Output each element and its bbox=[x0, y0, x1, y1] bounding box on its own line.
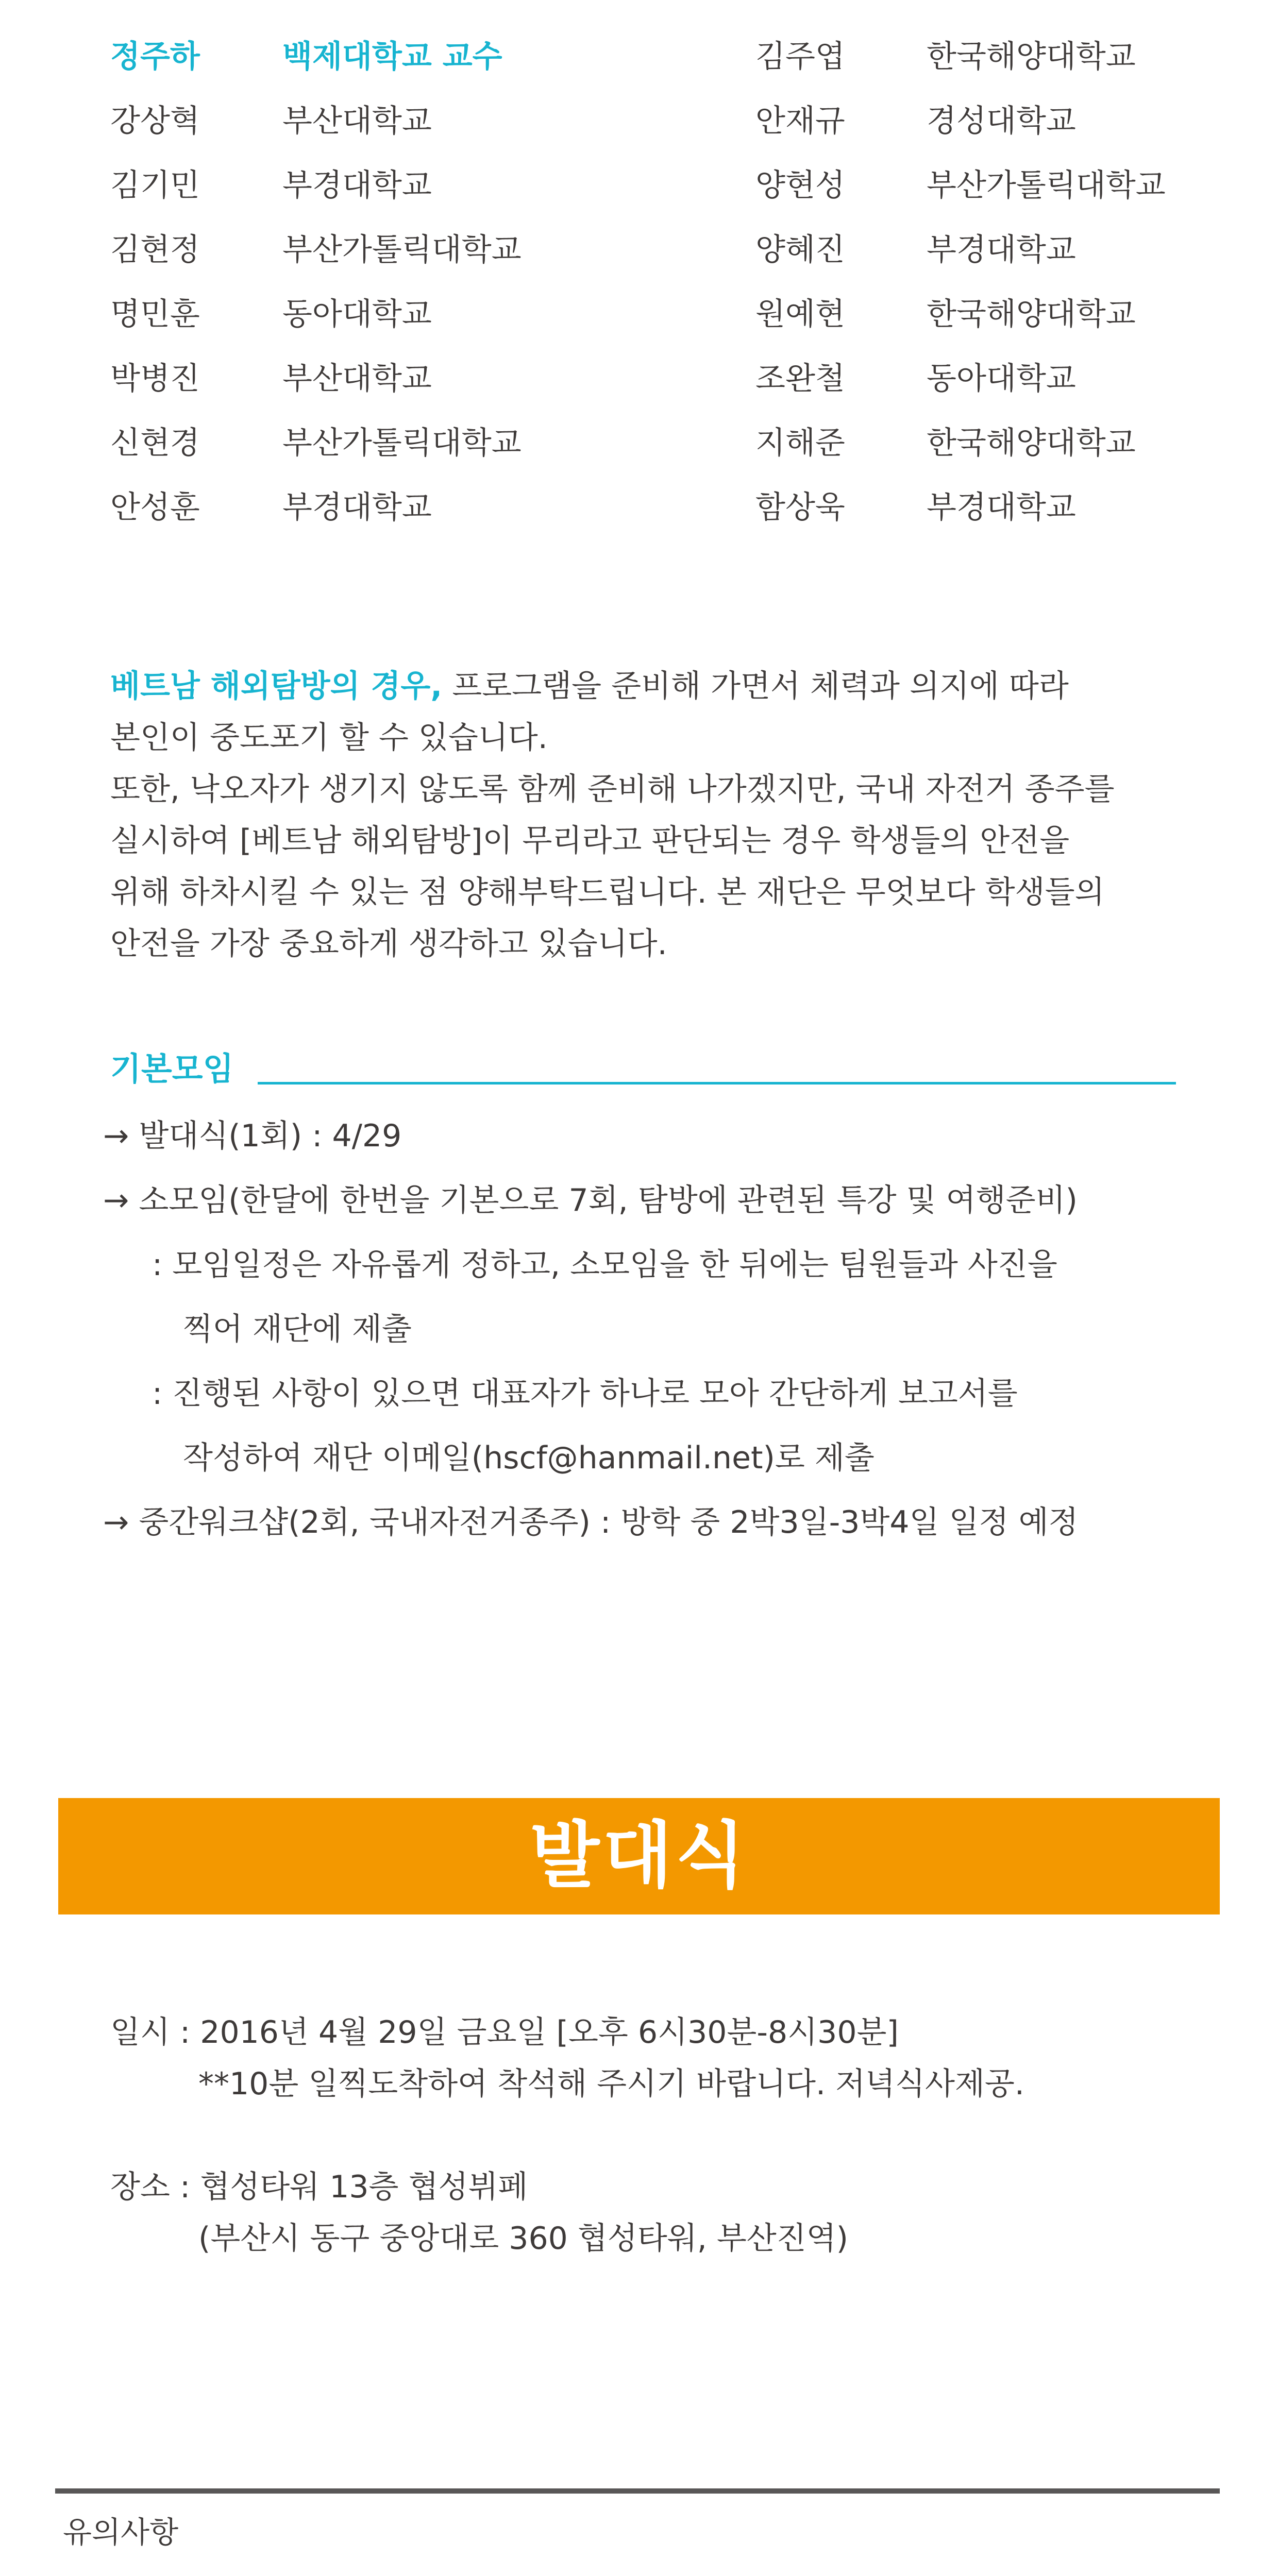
member-school: 부산대학교 bbox=[282, 103, 432, 139]
ceremony-place-note: (부산시 동구 중앙대로 360 협성타워, 부산진역) bbox=[198, 2221, 849, 2257]
ceremony-title: 발대식 bbox=[530, 1814, 748, 1898]
basic-meeting-title: 기본모임 bbox=[110, 1050, 234, 1088]
member-name: 신현경 bbox=[110, 425, 200, 461]
ceremony-date-note: **10분 일찍도착하여 착석해 주시기 바랍니다. 저녁식사제공. bbox=[198, 2066, 1024, 2102]
member-school: 부경대학교 bbox=[282, 167, 432, 204]
member-school: 부경대학교 bbox=[927, 232, 1076, 268]
member-name: 양혜진 bbox=[755, 232, 845, 268]
member-name: 박병진 bbox=[110, 361, 200, 397]
member-school: 부산가톨릭대학교 bbox=[282, 425, 522, 461]
member-school: 부경대학교 bbox=[927, 489, 1076, 526]
member-school: 백제대학교 교수 bbox=[282, 39, 502, 75]
member-name: 지해준 bbox=[755, 425, 845, 461]
meeting-subitem: : 진행된 사항이 있으면 대표자가 하나로 모아 간단하게 보고서를 bbox=[152, 1376, 1018, 1412]
vietnam-note-line: 안전을 가장 중요하게 생각하고 있습니다. bbox=[110, 926, 667, 962]
member-name: 양현성 bbox=[755, 167, 845, 204]
meeting-item: → 소모임(한달에 한번을 기본으로 7회, 탐방에 관련된 특강 및 여행준비) bbox=[103, 1182, 1078, 1218]
meeting-item: → 발대식(1회) : 4/29 bbox=[103, 1118, 402, 1154]
vietnam-note-line: 위해 하차시킬 수 있는 점 양해부탁드립니다. 본 재단은 무엇보다 학생들의 bbox=[110, 874, 1105, 910]
member-school: 동아대학교 bbox=[282, 296, 432, 332]
vietnam-note-highlight: 베트남 해외탐방의 경우, bbox=[110, 668, 443, 704]
member-name: 조완철 bbox=[755, 361, 845, 397]
member-school: 부산가톨릭대학교 bbox=[282, 232, 522, 268]
member-school: 경성대학교 bbox=[927, 103, 1076, 139]
member-school: 한국해양대학교 bbox=[927, 39, 1136, 75]
member-school: 부산대학교 bbox=[282, 361, 432, 397]
ceremony-banner bbox=[58, 1798, 1220, 1914]
vietnam-note-line: 실시하여 [베트남 해외탐방]이 무리라고 판단되는 경우 학생들의 안전을 bbox=[110, 823, 1070, 859]
meeting-subitem: 작성하여 재단 이메일(hscf@hanmail.net)로 제출 bbox=[183, 1440, 875, 1476]
ceremony-date: 일시 : 2016년 4월 29일 금요일 [오후 6시30분-8시30분] bbox=[110, 2014, 899, 2050]
vietnam-note-line: 또한, 낙오자가 생기지 않도록 함께 준비해 나가겠지만, 국내 자전거 종주를 bbox=[110, 771, 1115, 807]
member-school: 동아대학교 bbox=[927, 361, 1076, 397]
member-name: 안성훈 bbox=[110, 489, 200, 526]
meeting-subitem: : 모임일정은 자유롭게 정하고, 소모임을 한 뒤에는 팀원들과 사진을 bbox=[152, 1247, 1057, 1283]
member-name: 함상욱 bbox=[755, 489, 845, 526]
member-name: 강상혁 bbox=[110, 103, 200, 139]
member-name: 안재규 bbox=[755, 103, 845, 139]
ceremony-place: 장소 : 협성타워 13층 협성뷔페 bbox=[110, 2169, 528, 2205]
member-name: 김기민 bbox=[110, 167, 200, 204]
member-school: 한국해양대학교 bbox=[927, 296, 1136, 332]
member-name: 김주엽 bbox=[755, 39, 845, 75]
notice-divider bbox=[55, 2488, 1220, 2494]
meeting-subitem: 찍어 재단에 제출 bbox=[183, 1311, 412, 1347]
member-name: 정주하 bbox=[110, 39, 200, 75]
notice-title: 유의사항 bbox=[63, 2515, 179, 2550]
member-name: 명민훈 bbox=[110, 296, 200, 332]
vietnam-note-text: 프로그램을 준비해 가면서 체력과 의지에 따라 bbox=[442, 668, 1069, 704]
member-name: 원예현 bbox=[755, 296, 845, 332]
member-name: 김현정 bbox=[110, 232, 200, 268]
member-school: 부산가톨릭대학교 bbox=[927, 167, 1166, 204]
meeting-item: → 중간워크샵(2회, 국내자전거종주) : 방학 중 2박3일-3박4일 일정 예정 bbox=[103, 1504, 1079, 1540]
member-school: 부경대학교 bbox=[282, 489, 432, 526]
section-divider bbox=[258, 1082, 1176, 1084]
vietnam-note-line: 본인이 중도포기 할 수 있습니다. bbox=[110, 720, 548, 756]
member-school: 한국해양대학교 bbox=[927, 425, 1136, 461]
